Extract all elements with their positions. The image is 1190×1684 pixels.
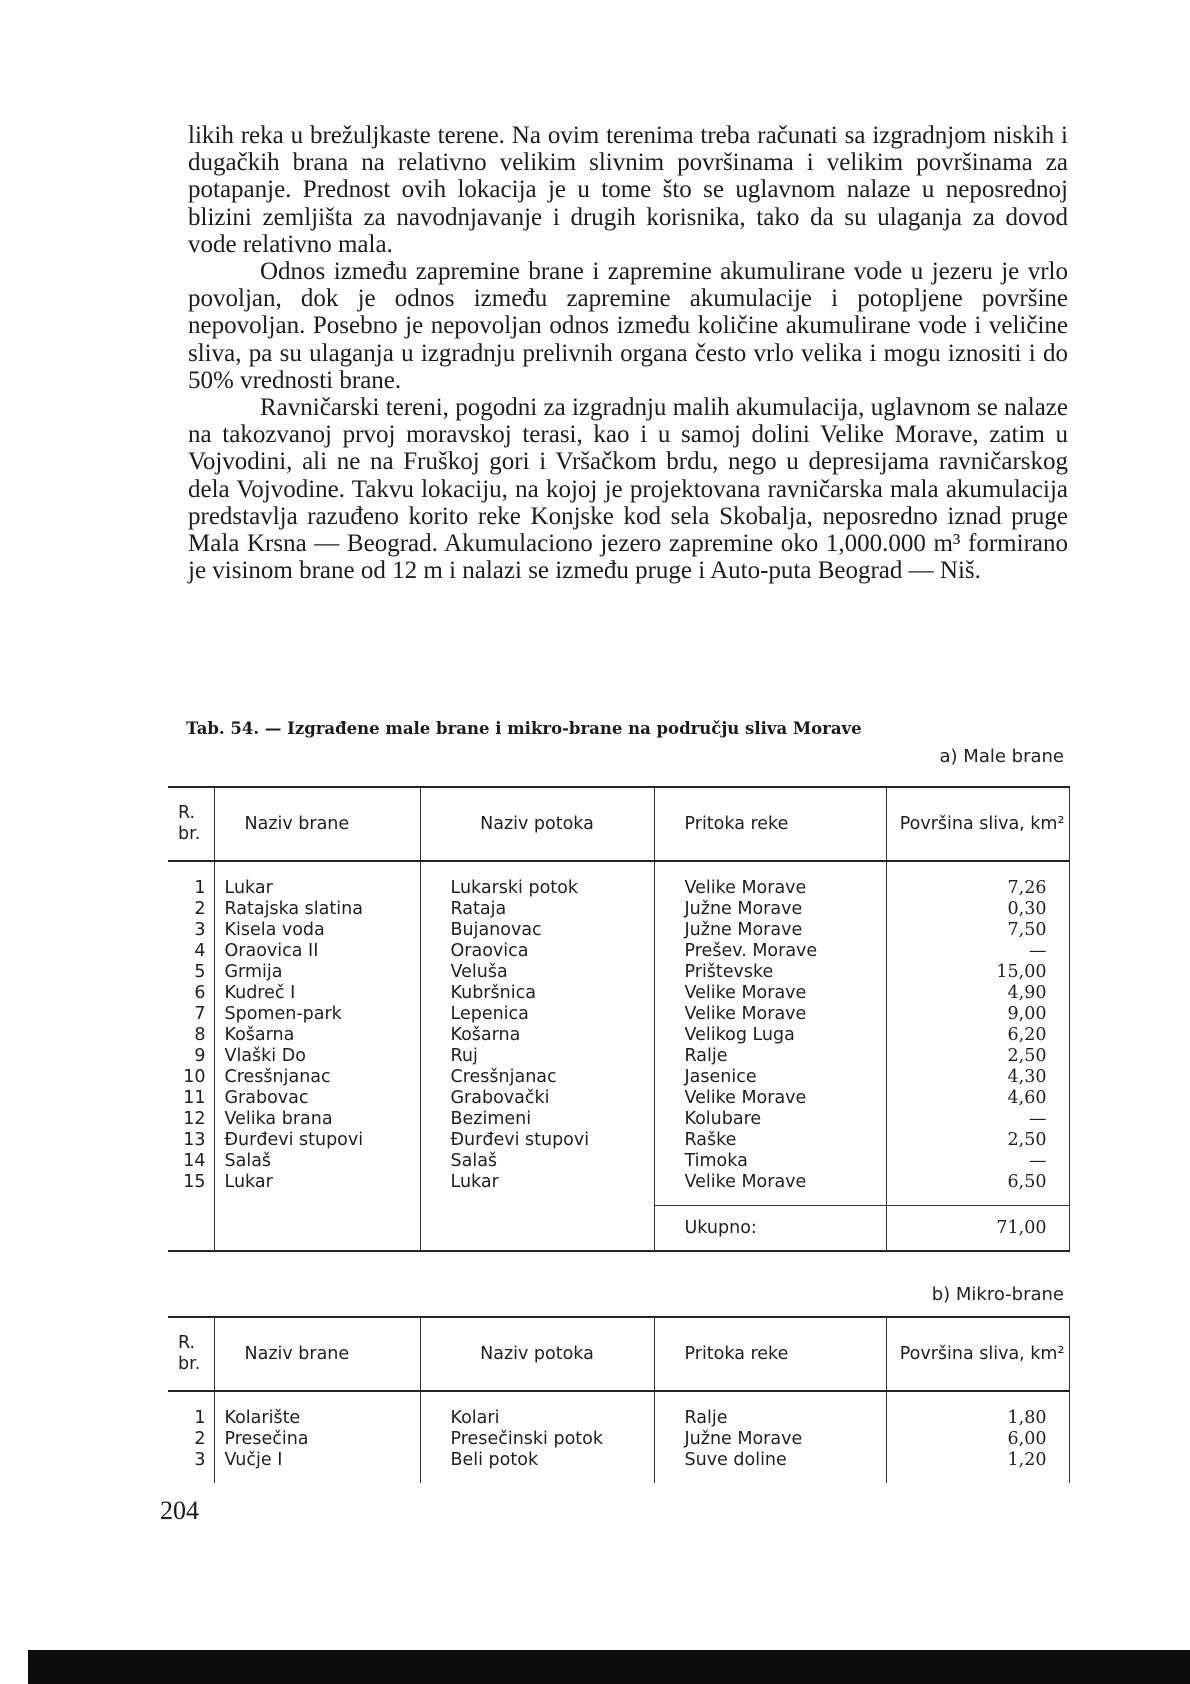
cell-potok: Oraovica (420, 941, 654, 962)
cell-povrsina: — (886, 1151, 1069, 1172)
table-row (168, 941, 1069, 962)
cell-potok: Grabovački (420, 1088, 654, 1109)
total-label: Ukupno: (654, 1206, 886, 1252)
cell-naziv: Oraovica II (214, 941, 420, 962)
cell-potok: Lukar (420, 1172, 654, 1193)
cell-reka: Velike Morave (654, 983, 886, 1004)
table-row (168, 920, 1069, 941)
cell-nr: 5 (168, 962, 214, 983)
cell-naziv: Kolarište (214, 1391, 420, 1429)
table-row (168, 1450, 1069, 1471)
cell-povrsina: 15,00 (886, 962, 1069, 983)
cell-nr: 7 (168, 1004, 214, 1025)
table-row (168, 1067, 1069, 1088)
cell-reka: Velike Morave (654, 1172, 886, 1193)
table-row (168, 1046, 1069, 1067)
header-nr: R. br. (168, 1317, 214, 1391)
cell-reka: Južne Morave (654, 1429, 886, 1450)
cell-potok: Veluša (420, 962, 654, 983)
cell-potok: Beli potok (420, 1450, 654, 1471)
cell-potok: Lepenica (420, 1004, 654, 1025)
cell-povrsina: 6,00 (886, 1429, 1069, 1450)
scan-edge-bar (28, 1650, 1190, 1684)
table-row (168, 1025, 1069, 1046)
cell-reka: Suve doline (654, 1450, 886, 1471)
header-pritoka-reke: Pritoka reke (654, 787, 886, 861)
total-row (168, 1206, 1069, 1252)
cell-nr: 13 (168, 1130, 214, 1151)
cell-naziv: Kudreč I (214, 983, 420, 1004)
cell-naziv: Grabovac (214, 1088, 420, 1109)
table-header-row (168, 1317, 1069, 1391)
cell-povrsina: 0,30 (886, 899, 1069, 920)
cell-reka: Raške (654, 1130, 886, 1151)
cell-potok: Presečinski potok (420, 1429, 654, 1450)
header-nr: R. br. (168, 787, 214, 861)
paragraph: Odnos između zapremine brane i zapremine akumulirane vode u jezeru je vrlo povoljan, dok je odnos između zapremine akumulacije i potopljene površine nepovoljan. Posebno je nepovoljan odnos između količine akumulirane vode i veličine sliva, pa su ulaganja u izgradnju prelivnih organa često vrlo velika i mogu iznositi i do 50% vrednosti brane. (188, 258, 1068, 394)
table-caption: Tab. 54. — Izgrađene male brane i mikro-brane na području sliva Morave (186, 719, 862, 738)
header-naziv-potoka: Naziv potoka (420, 787, 654, 861)
table-b-subtitle: b) Mikro-brane (931, 1284, 1064, 1305)
header-naziv-brane: Naziv brane (214, 787, 420, 861)
cell-potok: Bujanovac (420, 920, 654, 941)
cell-povrsina: 4,30 (886, 1067, 1069, 1088)
table-row (168, 1088, 1069, 1109)
cell-potok: Košarna (420, 1025, 654, 1046)
table-male-brane (168, 786, 1070, 1252)
table-row (168, 1429, 1069, 1450)
cell-nr: 11 (168, 1088, 214, 1109)
cell-naziv: Salaš (214, 1151, 420, 1172)
table-row (168, 1004, 1069, 1025)
table-mikro-brane (168, 1316, 1070, 1483)
cell-potok: Cresšnjanac (420, 1067, 654, 1088)
cell-povrsina: — (886, 941, 1069, 962)
cell-nr: 14 (168, 1151, 214, 1172)
cell-nr: 8 (168, 1025, 214, 1046)
cell-reka: Timoka (654, 1151, 886, 1172)
cell-povrsina: 2,50 (886, 1046, 1069, 1067)
cell-potok: Salaš (420, 1151, 654, 1172)
header-pritoka-reke: Pritoka reke (654, 1317, 886, 1391)
cell-povrsina: — (886, 1109, 1069, 1130)
cell-povrsina: 7,26 (886, 861, 1069, 899)
cell-reka: Velikog Luga (654, 1025, 886, 1046)
cell-reka: Južne Morave (654, 920, 886, 941)
cell-povrsina: 1,80 (886, 1391, 1069, 1429)
cell-nr: 9 (168, 1046, 214, 1067)
cell-naziv: Lukar (214, 1172, 420, 1193)
cell-naziv: Vlaški Do (214, 1046, 420, 1067)
cell-nr: 12 (168, 1109, 214, 1130)
cell-potok: Bezimeni (420, 1109, 654, 1130)
table-row (168, 983, 1069, 1004)
cell-reka: Velike Morave (654, 1004, 886, 1025)
cell-povrsina: 9,00 (886, 1004, 1069, 1025)
cell-potok: Ruj (420, 1046, 654, 1067)
cell-povrsina: 1,20 (886, 1450, 1069, 1471)
cell-naziv: Grmija (214, 962, 420, 983)
header-povrsina: Površina sliva, km² (886, 1317, 1069, 1391)
cell-nr: 4 (168, 941, 214, 962)
cell-reka: Prištevske (654, 962, 886, 983)
cell-reka: Ralje (654, 1046, 886, 1067)
table-row (168, 861, 1069, 899)
cell-nr: 3 (168, 1450, 214, 1471)
cell-naziv: Kisela voda (214, 920, 420, 941)
cell-povrsina: 6,20 (886, 1025, 1069, 1046)
cell-reka: Velike Morave (654, 861, 886, 899)
cell-naziv: Košarna (214, 1025, 420, 1046)
row-spacer (168, 1193, 1069, 1206)
table-row (168, 1172, 1069, 1193)
total-value: 71,00 (886, 1206, 1069, 1252)
cell-povrsina: 7,50 (886, 920, 1069, 941)
header-povrsina: Površina sliva, km² (886, 787, 1069, 861)
cell-povrsina: 6,50 (886, 1172, 1069, 1193)
paragraph: likih reka u brežuljkaste terene. Na ovim terenima treba računati sa izgradnjom niskih i dugačkih brana na relativno velikim slivnim površinama i velikim površinama za potapanje. Prednost ovih lokacija je u tome što se uglavnom nalaze u neposrednoj blizini zemljišta za navodnjavanje i drugih korisnika, tako da su ulaganja za dovod vode relativno mala. (188, 122, 1068, 258)
header-naziv-brane: Naziv brane (214, 1317, 420, 1391)
table-header-row (168, 787, 1069, 861)
cell-naziv: Vučje I (214, 1450, 420, 1471)
cell-nr: 2 (168, 899, 214, 920)
row-spacer (168, 1471, 1069, 1483)
page-number: 204 (160, 1496, 199, 1525)
cell-nr: 6 (168, 983, 214, 1004)
cell-nr: 1 (168, 1391, 214, 1429)
body-text (188, 122, 1068, 584)
table-row (168, 1391, 1069, 1429)
cell-nr: 3 (168, 920, 214, 941)
cell-naziv: Lukar (214, 861, 420, 899)
cell-naziv: Velika brana (214, 1109, 420, 1130)
cell-reka: Kolubare (654, 1109, 886, 1130)
cell-nr: 1 (168, 861, 214, 899)
cell-naziv: Đurđevi stupovi (214, 1130, 420, 1151)
cell-potok: Rataja (420, 899, 654, 920)
cell-potok: Kubršnica (420, 983, 654, 1004)
cell-reka: Južne Morave (654, 899, 886, 920)
cell-naziv: Spomen-park (214, 1004, 420, 1025)
cell-povrsina: 4,60 (886, 1088, 1069, 1109)
cell-reka: Velike Morave (654, 1088, 886, 1109)
cell-nr: 2 (168, 1429, 214, 1450)
table-row (168, 1151, 1069, 1172)
cell-reka: Prešev. Morave (654, 941, 886, 962)
cell-povrsina: 4,90 (886, 983, 1069, 1004)
cell-naziv: Presečina (214, 1429, 420, 1450)
cell-naziv: Cresšnjanac (214, 1067, 420, 1088)
cell-reka: Ralje (654, 1391, 886, 1429)
cell-naziv: Ratajska slatina (214, 899, 420, 920)
cell-povrsina: 2,50 (886, 1130, 1069, 1151)
cell-potok: Đurđevi stupovi (420, 1130, 654, 1151)
cell-potok: Kolari (420, 1391, 654, 1429)
cell-reka: Jasenice (654, 1067, 886, 1088)
cell-nr: 15 (168, 1172, 214, 1193)
table-row (168, 962, 1069, 983)
table-a-subtitle: a) Male brane (939, 746, 1064, 767)
header-naziv-potoka: Naziv potoka (420, 1317, 654, 1391)
table-row (168, 1109, 1069, 1130)
cell-potok: Lukarski potok (420, 861, 654, 899)
table-row (168, 899, 1069, 920)
paragraph: Ravničarski tereni, pogodni za izgradnju malih akumulacija, uglavnom se nalaze na takozvanoj prvoj moravskoj terasi, kao i u samoj dolini Velike Morave, zatim u Vojvodini, ali ne na Fruškoj gori i Vršačkom brdu, nego u depresijama ravničarskog dela Vojvodine. Takvu lokaciju, na kojoj je projektovana ravničarska mala akumulacija predstavlja razuđeno korito reke Konjske kod sela Skobalja, neposredno iznad pruge Mala Krsna — Beograd. Akumulaciono jezero zapremine oko 1,000.000 m³ formirano je visinom brane od 12 m i nalazi se između pruge i Auto-puta Beograd — Niš. (188, 394, 1068, 585)
table-row (168, 1130, 1069, 1151)
cell-nr: 10 (168, 1067, 214, 1088)
